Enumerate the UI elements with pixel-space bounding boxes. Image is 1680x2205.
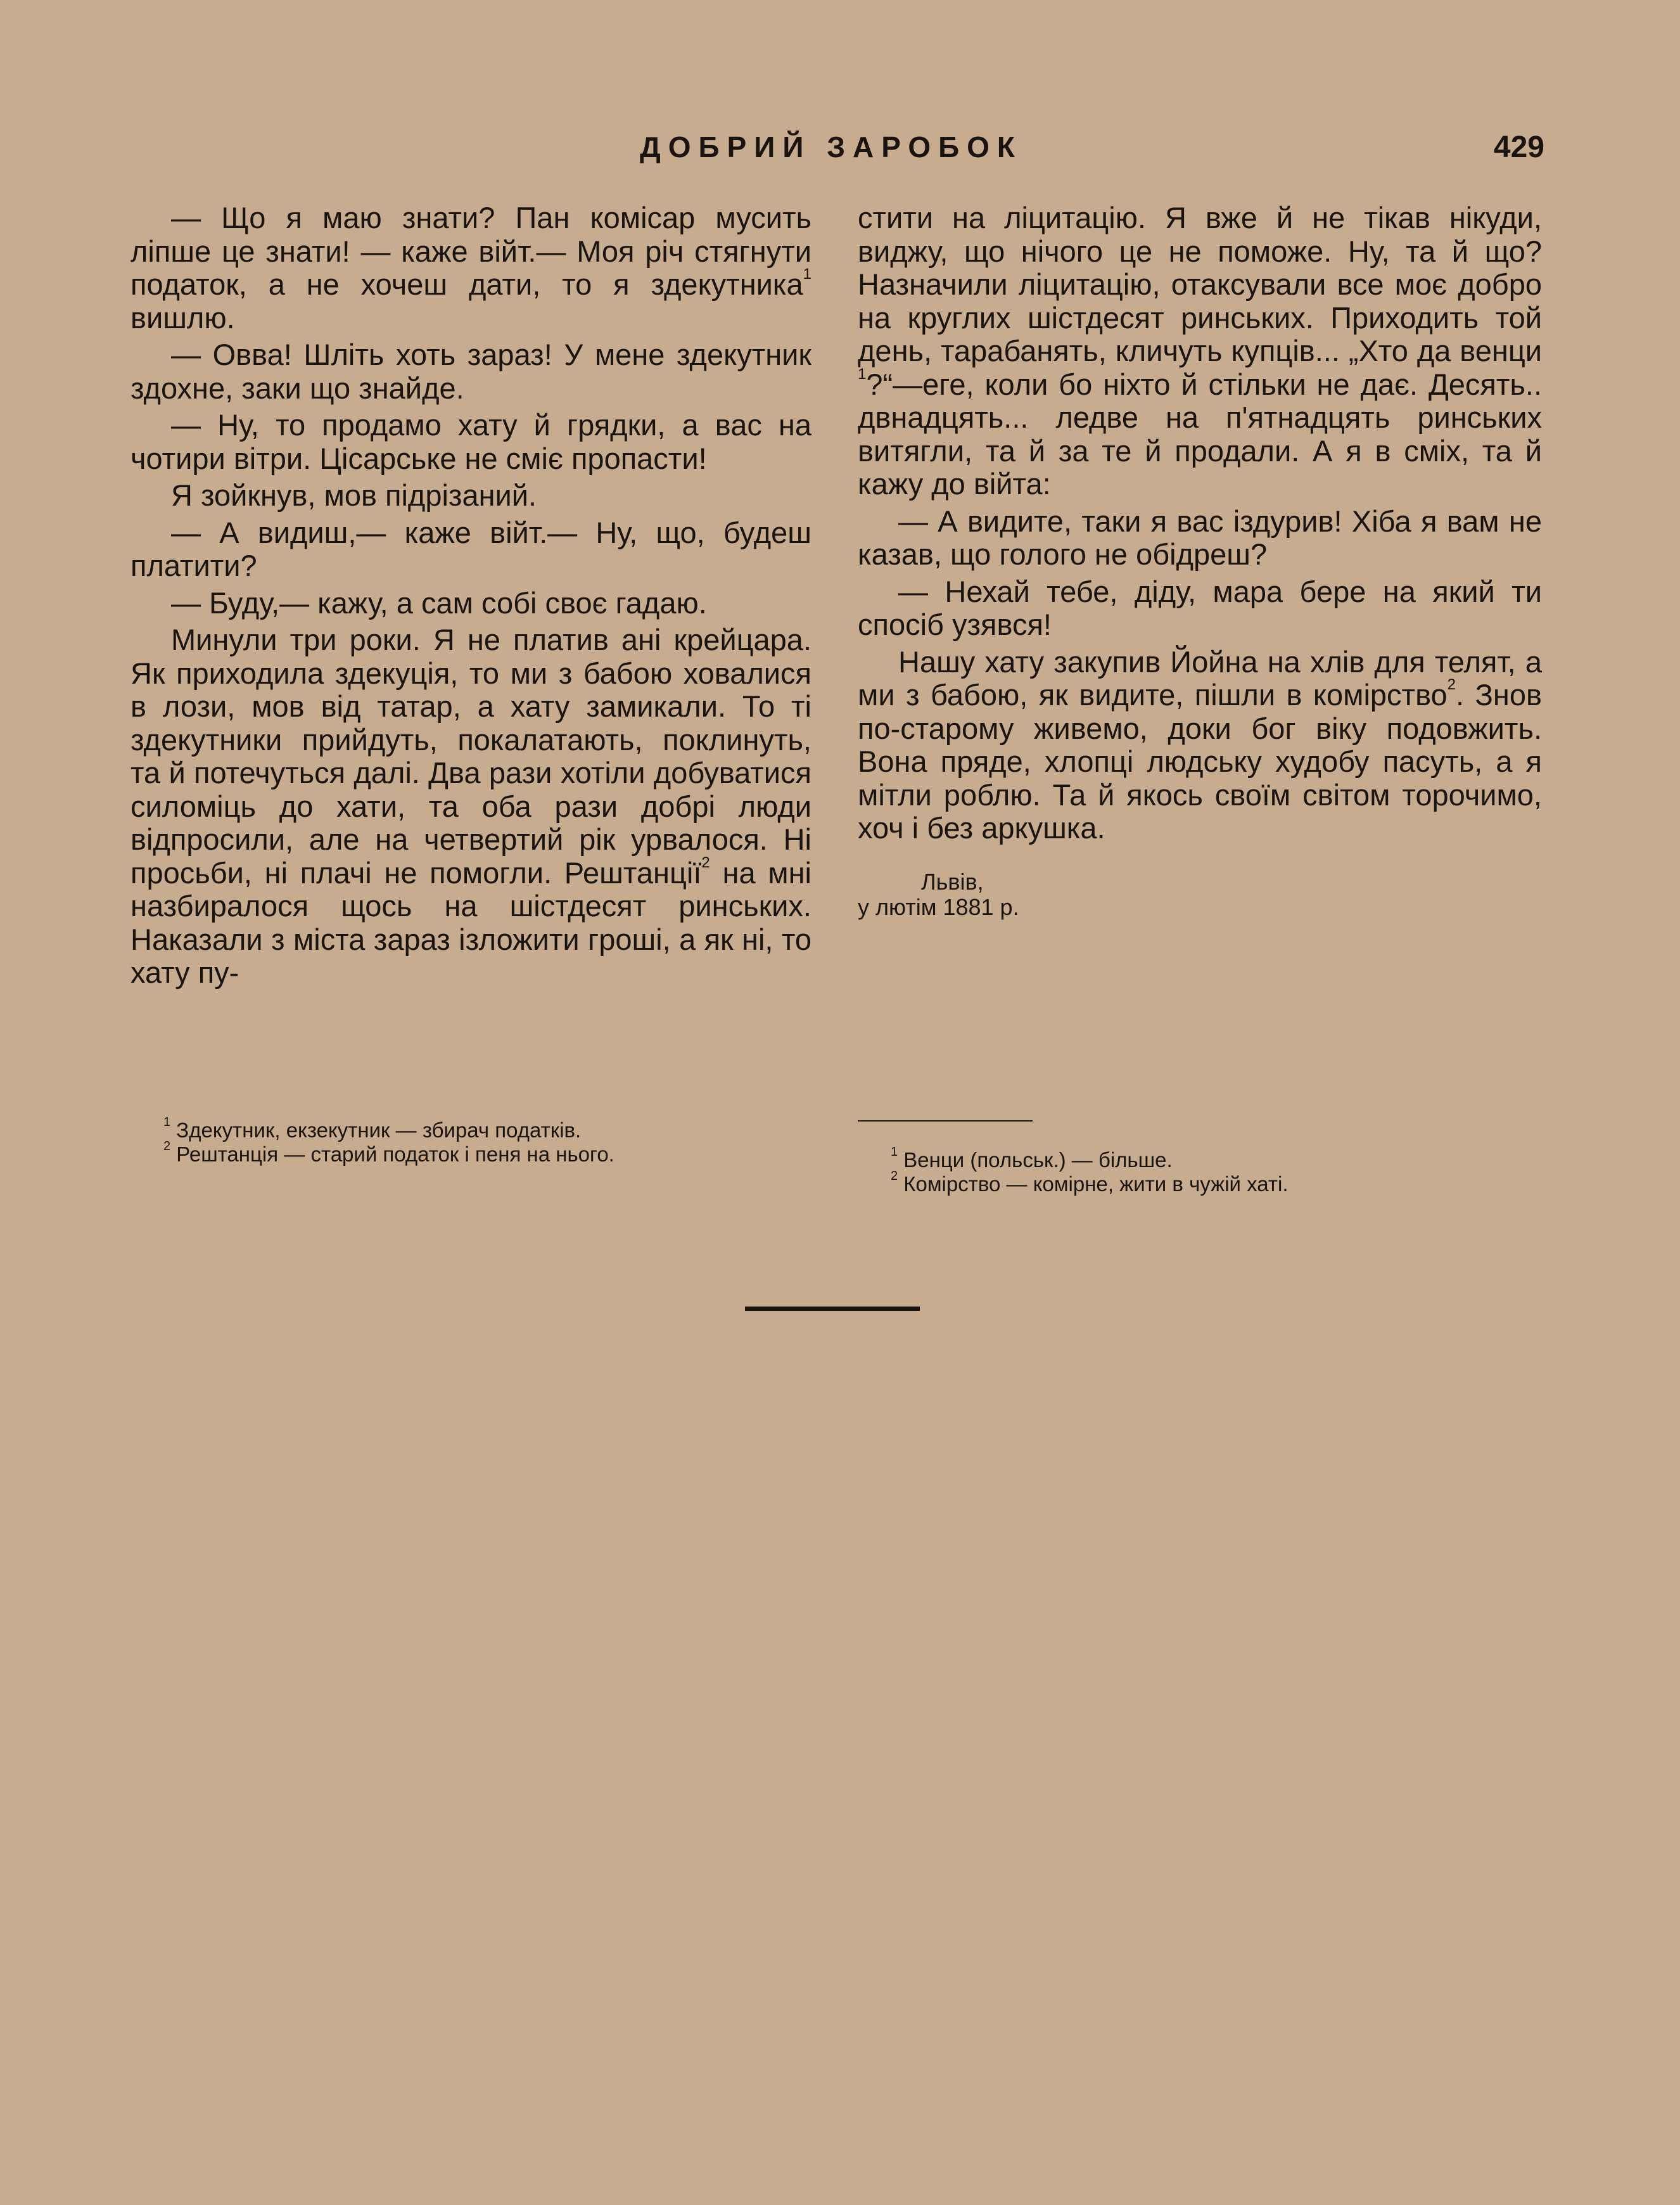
paragraph: — А видите, таки я вас іздурив! Хіба я вам не казав, що голого не обідреш? [858,504,1542,571]
signature [858,869,1542,920]
footnote: $^2$ Рештанція — старий податок і пеня на нього. [163,1139,614,1166]
left-column [130,201,811,990]
signature-date: у лютім 1881 р. [858,893,1019,920]
paragraph: — А видиш,— каже війт.— Ну, що, будеш платити? [130,515,811,582]
paragraph: — Овва! Шліть хоть зараз! У мене здекутник здохне, заки що знайде. [130,338,811,405]
paragraph: — Буду,— кажу, а сам собі своє гадаю. [171,585,707,620]
footnote: $^1$ Венци (польськ.) — більше. [891,1145,1173,1172]
paragraph: стити на ліцитацію. Я вже й не тікав нікуди, виджу, що нічого це не поможе. Ну, та й що? Назначили ліцитацію, отаксували все моє добро на круглих шістдесят ринських. Приходить той день, тарабанять, кличуть купців... „Хто да венци $^1$?“—еге, коли бо ніхто й стільки не дає. Десять.. двнадцять... ледве на п'ятнадцять ринських витягли, та й за те й продали. А я в сміх, та й кажу до війта: [858,201,1542,501]
signature-place: Львів, [921,868,984,895]
right-footnote-rule [858,1120,1033,1122]
right-column [858,201,1542,920]
footnote-marker: 1 [803,265,811,283]
paragraph: Нашу хату закупив Йойна на хлів для телят, а ми з бабою, як видите, пішли в комірство$^2$. Знов по-старому живемо, доки бог віку подовжить. Вона пряде, хлопці людську худобу пасуть, а я мітли роблю. Та й якось своїм світом торочимо, хоч і без аркушка. [858,644,1542,845]
paragraph: Я зойкнув, мов підрізаний. [171,478,537,512]
footnote: $^2$ Комірство — комірне, жити в чужій хаті. [891,1169,1289,1196]
paragraph: — Нехай тебе, діду, мара бере на який ти спосіб узявся! [858,574,1542,641]
paragraph: Минули три роки. Я не платив ані крейцара. Як приходила здекуція, то ми з бабою ховалися в лози, мов від татар, а хату замикали. То ті здекутники прийдуть, покалатають, поклинуть, та й потечуться далі. Два рази хотіли добуватися силоміць до хати, та оба рази добрі люди відпросили, але на четвертий рік урвалося. Ні просьби, ні плачі не помогли. Рештанції$^2$ на мні назбиралося щось на шістдесят ринських. Наказали з міста зараз ізложити гроші, а як ні, то хату пу- [130,623,811,989]
footnote-marker: 2 [701,853,710,871]
footnote: $^1$ Здекутник, екзекутник — збирач податків. [163,1115,582,1142]
paragraph: — Ну, то продамо хату й грядки, а вас на чотири вітри. Цісарське не сміє пропасти! [130,408,811,475]
footnote-marker: 1 [858,365,867,383]
end-rule [745,1307,920,1311]
running-title: ДОБРИЙ ЗАРОБОК [640,131,1023,163]
page-number: 429 [1493,131,1544,164]
left-footnotes [130,1115,811,1166]
right-footnotes [858,1145,1542,1196]
paragraph: — Що я маю знати? Пан комісар мусить ліпше це знати! — каже війт.— Моя річ стягнути податок, а не хочеш дати, то я здекутника$^1$ вишлю. [130,201,811,335]
footnote-marker: 2 [1447,676,1456,693]
